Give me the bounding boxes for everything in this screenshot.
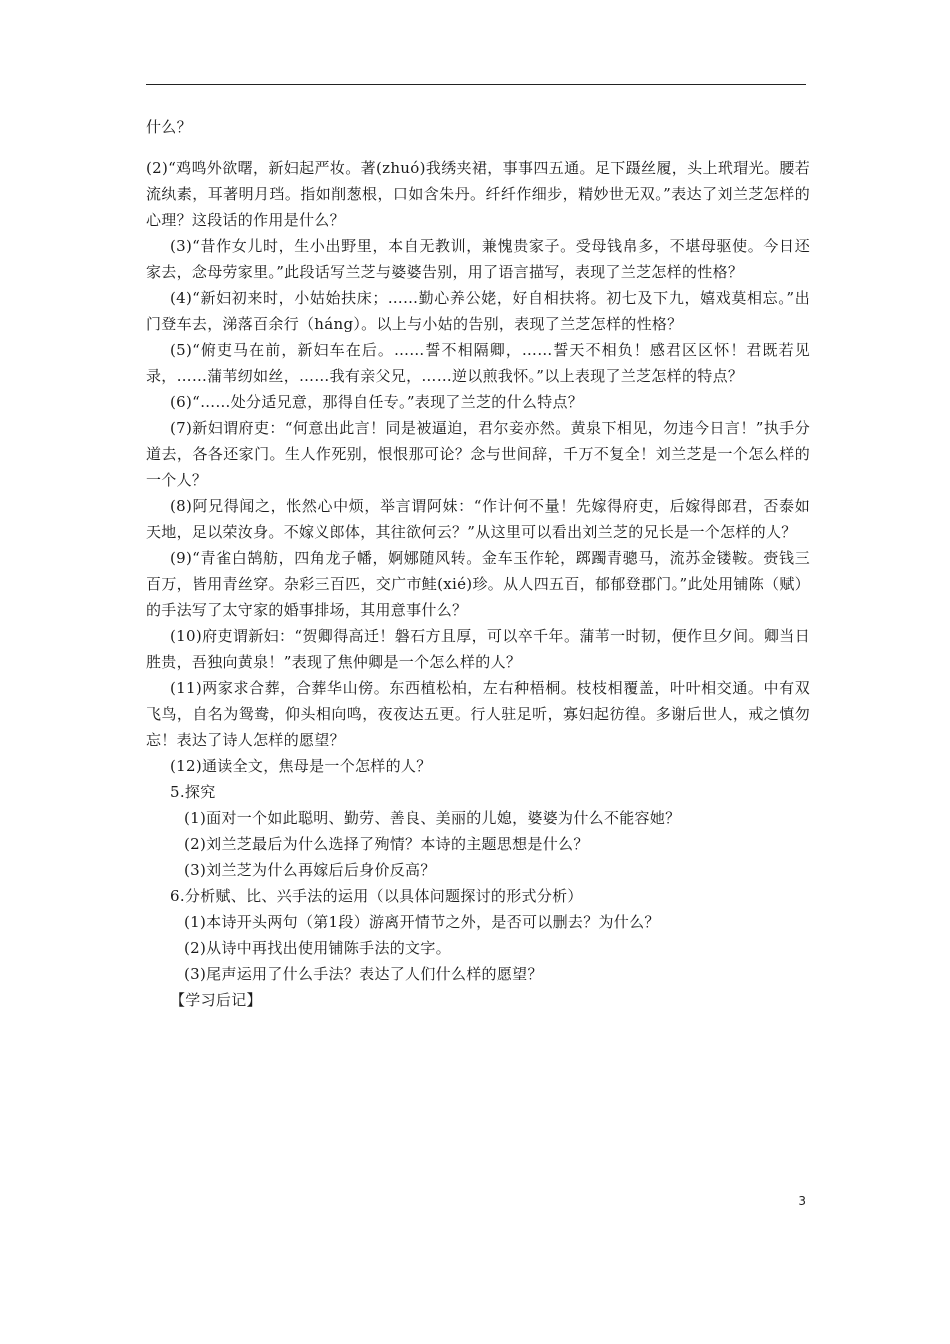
question-10: (10)府吏谓新妇：“贺卿得高迁！磐石方且厚，可以卒千年。蒲苇一时韧，便作旦夕间。卿当日胜贵，吾独向黄泉！”表现了焦仲卿是一个怎么样的人？: [146, 627, 810, 671]
page-number: 3: [798, 1194, 806, 1208]
analysis-question-3: (3)尾声运用了什么手法？表达了人们什么样的愿望？: [184, 965, 543, 983]
question-12: (12)通读全文，焦母是一个怎样的人？: [170, 757, 432, 775]
question-3: (3)“昔作女儿时，生小出野里，本自无教训，兼愧贵家子。受母钱帛多，不堪母驱使。今日还家去，念母劳家里。”此段话写兰芝与婆婆告别，用了语言描写，表现了兰芝怎样的性格？: [146, 237, 810, 281]
analysis-question-2: (2)从诗中再找出使用铺陈手法的文字。: [184, 939, 451, 957]
paragraph-continuation: 什么？: [146, 118, 192, 136]
paragraph-gap: [146, 140, 810, 155]
question-8: (8)阿兄得闻之，怅然心中烦，举言谓阿妹：“作计何不量！先嫁得府吏，后嫁得郎君，否泰如天地，足以荣汝身。不嫁义郎体，其往欲何云？”从这里可以看出刘兰芝的兄长是一个怎样的人？: [146, 497, 810, 541]
explore-question-2: (2)刘兰芝最后为什么选择了殉情？本诗的主题思想是什么？: [184, 835, 589, 853]
question-2: (2)“鸡鸣外欲曙，新妇起严妆。著(zhuó)我绣夹裙，事事四五通。足下蹑丝履，头上玳瑁光。腰若流纨素，耳著明月珰。指如削葱根，口如含朱丹。纤纤作细步，精妙世无双。”表达了刘兰芝怎样的心理？这段话的作用是什么？: [146, 159, 810, 229]
question-5: (5)“俯吏马在前，新妇车在后。……誓不相隔卿，……誓天不相负！感君区区怀！君既若见录，……蒲苇纫如丝，……我有亲父兄，……逆以煎我怀。”以上表现了兰芝怎样的特点？: [146, 341, 810, 385]
section-heading-explore: 5.探究: [170, 783, 216, 801]
explore-question-1: (1)面对一个如此聪明、勤劳、善良、美丽的儿媳，婆婆为什么不能容她？: [184, 809, 681, 827]
question-7: (7)新妇谓府吏：“何意出此言！同是被逼迫，君尔妾亦然。黄泉下相见，勿违今日言！”执手分道去，各各还家门。生人作死别，恨恨那可论？念与世间辞，千万不复全！刘兰芝是一个怎么样的一个人？: [146, 419, 810, 489]
header-rule: [146, 84, 806, 85]
explore-question-3: (3)刘兰芝为什么再嫁后后身价反高？: [184, 861, 436, 879]
question-11: (11)两家求合葬，合葬华山傍。东西植松柏，左右种梧桐。枝枝相覆盖，叶叶相交通。中有双飞鸟，自名为鸳鸯，仰头相向鸣，夜夜达五更。行人驻足听，寡妇起彷徨。多谢后世人，戒之慎勿忘！表达了诗人怎样的愿望？: [146, 679, 810, 749]
document-body: [146, 114, 810, 1013]
analysis-question-1: (1)本诗开头两句（第1段）游离开情节之外，是否可以删去？为什么？: [184, 913, 660, 931]
question-4: (4)“新妇初来时，小姑始扶床；……勤心养公姥，好自相扶将。初七及下九，嬉戏莫相忘。”出门登车去，涕落百余行（háng）。以上与小姑的告别，表现了兰芝怎样的性格？: [146, 289, 810, 333]
question-9: (9)“青雀白鹄舫，四角龙子幡，婀娜随风转。金车玉作轮，踯躅青骢马，流苏金镂鞍。赍钱三百万，皆用青丝穿。杂彩三百匹，交广市鲑(xié)珍。从人四五百，郁郁登郡门。”此处用铺陈（赋）的手法写了太守家的婚事排场，其用意事什么？: [146, 549, 810, 619]
section-heading-analysis: 6.分析赋、比、兴手法的运用（以具体问题探讨的形式分析）: [170, 887, 583, 905]
study-notes-heading: 【学习后记】: [170, 991, 262, 1009]
question-6: (6)“……处分适兄意，那得自任专。”表现了兰芝的什么特点？: [170, 393, 584, 411]
